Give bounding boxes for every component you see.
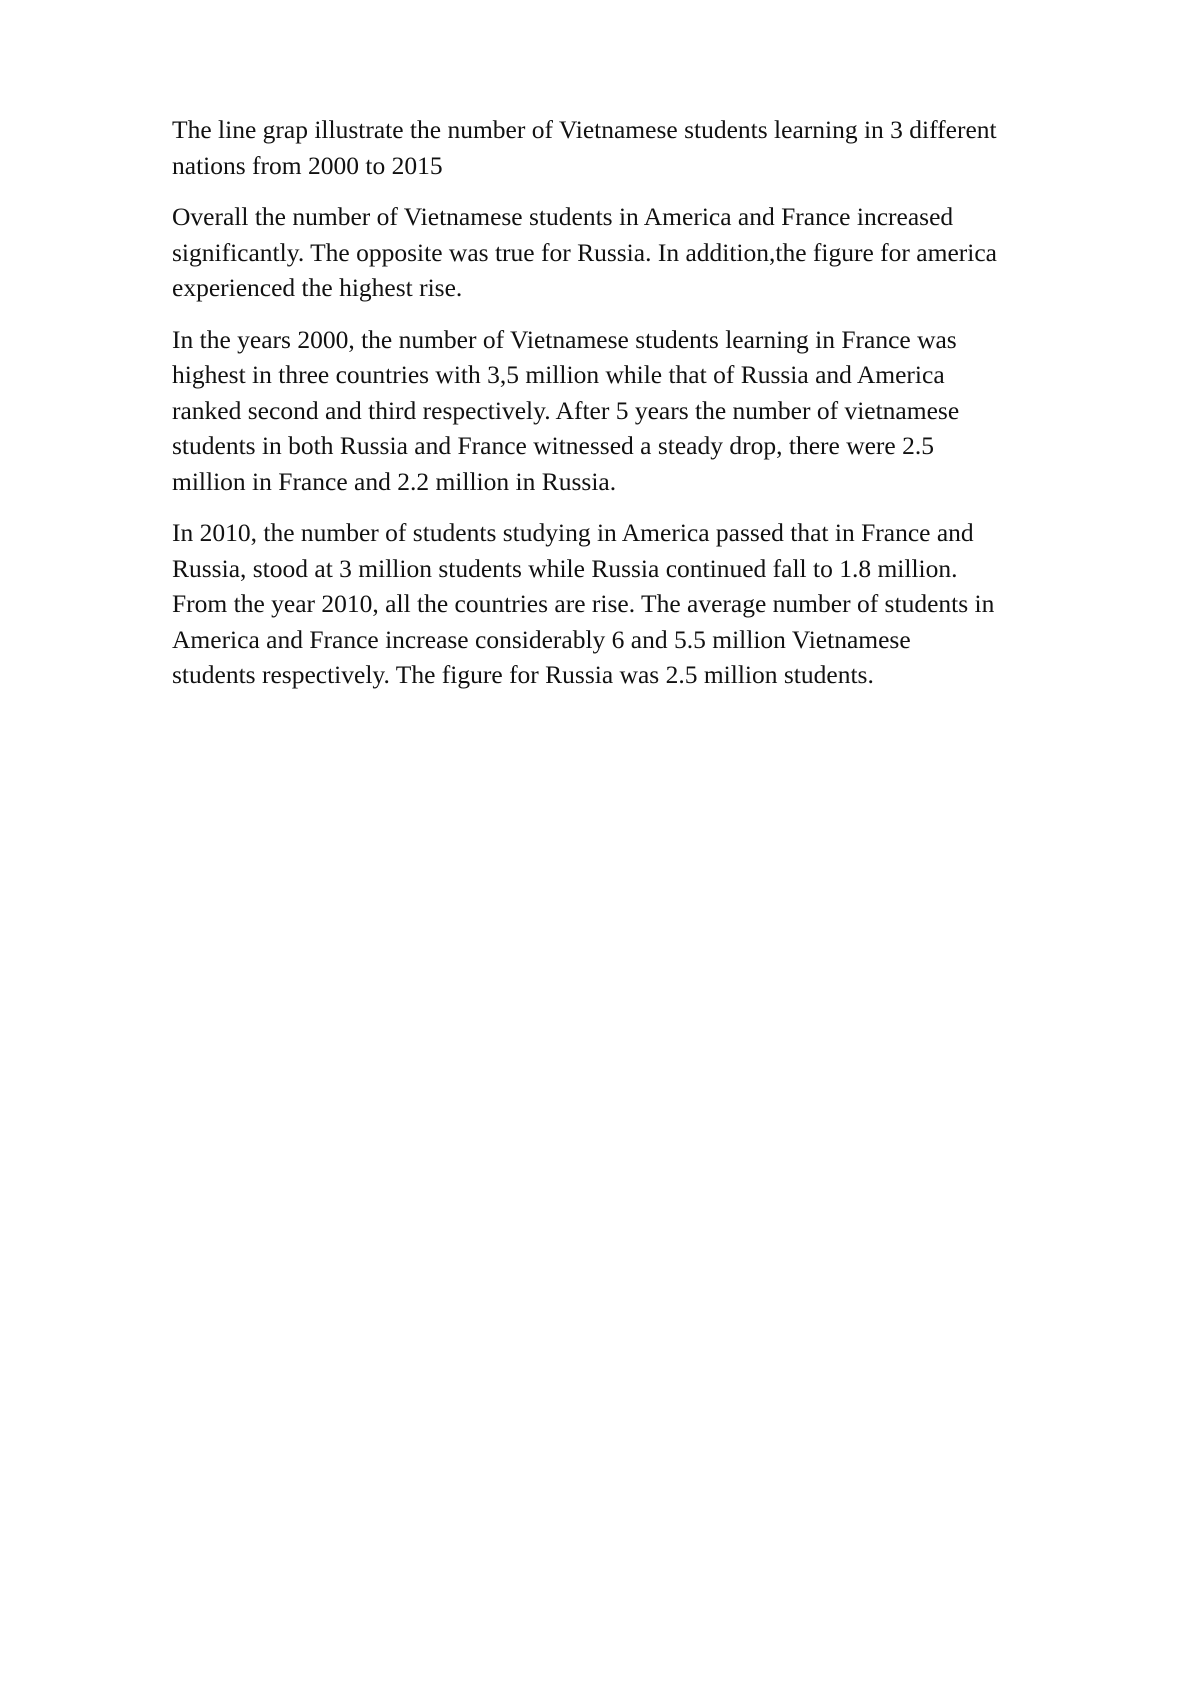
paragraph-overview: Overall the number of Vietnamese students in America and France increased significantly. The opposite was true for Russia. In addition,the figure for america experienced the highest rise. (172, 202, 997, 302)
document-body (172, 112, 1102, 709)
paragraph-2000-2005: In the years 2000, the number of Vietnamese students learning in France was highest in three countries with 3,5 million while that of Russia and America ranked second and third respectively. After 5 years the number of vietnamese students in both Russia and France witnessed a steady drop, there were 2.5 million in France and 2.2 million in Russia. (172, 324, 960, 496)
paragraph-2010-2015: In 2010, the number of students studying in America passed that in France and Russia, stood at 3 million students while Russia continued fall to 1.8 million. From the year 2010, all the countries are rise. The average number of students in America and France increase considerably 6 and 5.5 million Vietnamese students respectively. The figure for Russia was 2.5 million students. (172, 518, 995, 689)
paragraph-intro: The line grap illustrate the number of Vietnamese students learning in 3 different nations from 2000 to 2015 (172, 115, 997, 180)
